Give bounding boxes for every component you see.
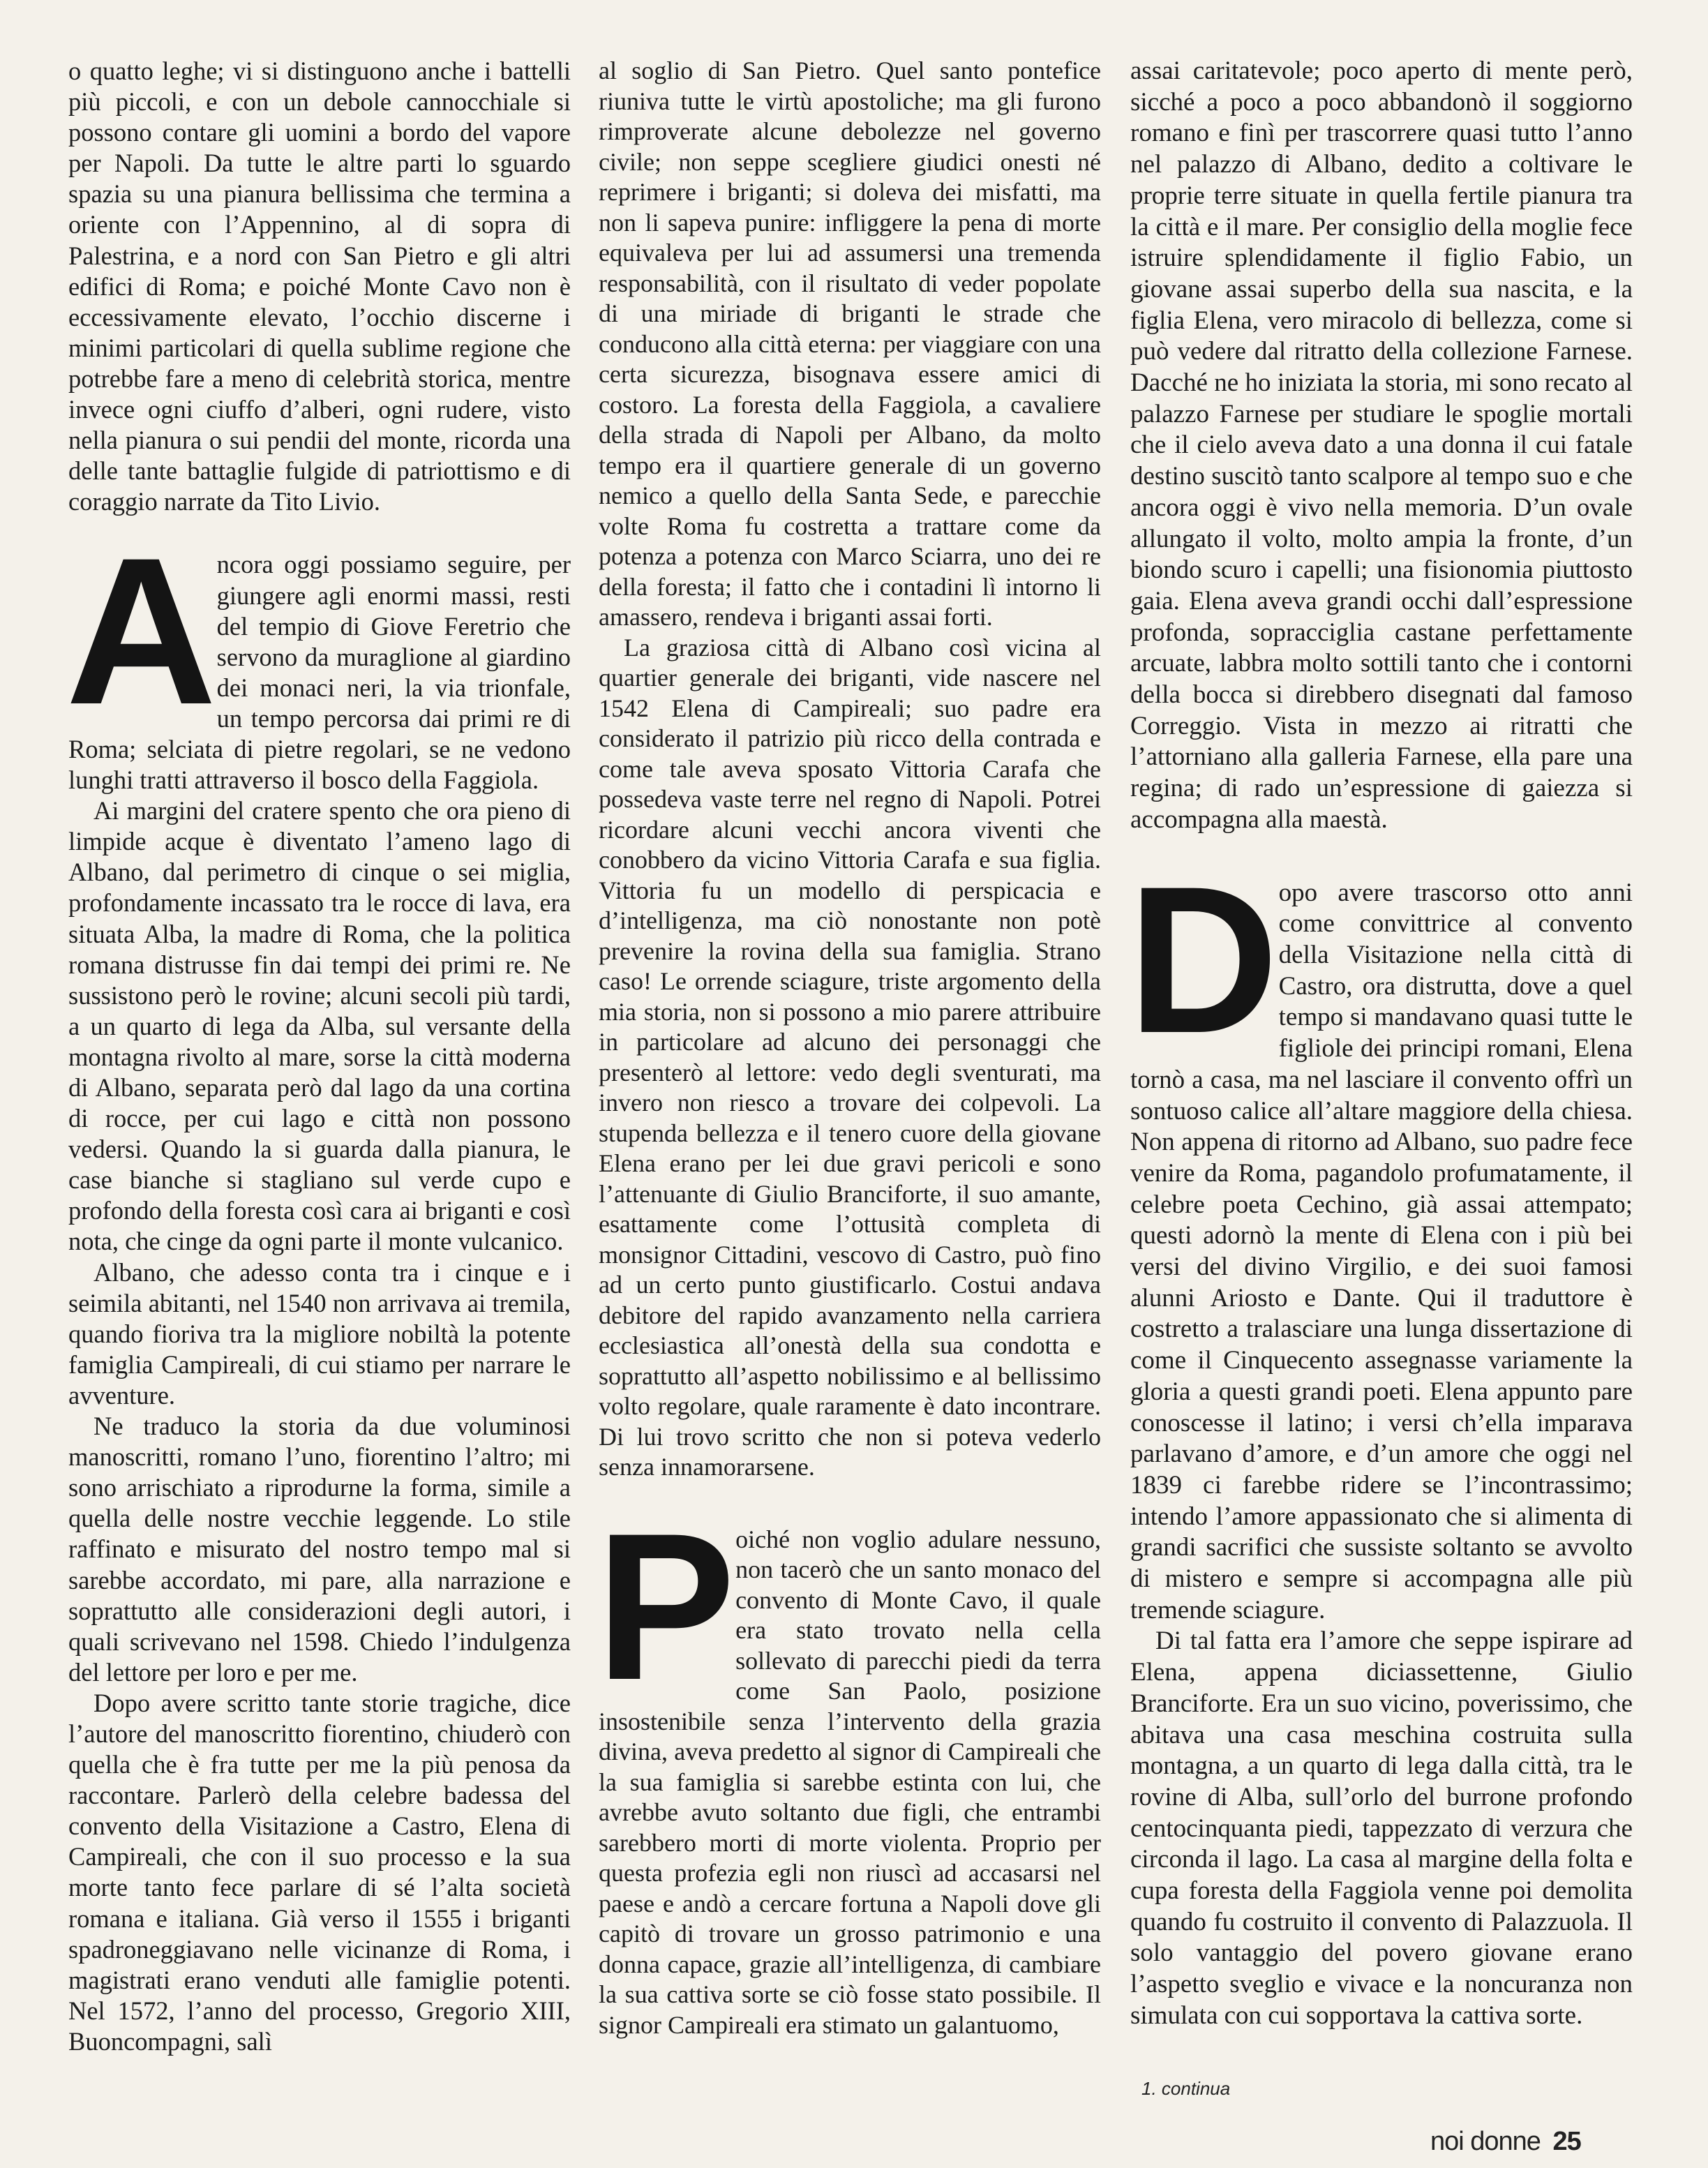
paragraph: o quatto leghe; vi si distinguono anche i battelli più piccoli, e con un debole cannocchiale si possono contare gli uomini a bordo del vapore per Napoli. Da tutte le altre parti lo sguardo spazia su una pianura bellissima che termina a oriente con l’Appennino, al di sopra di Palestrina, e a nord con San Pietro e gli altri edifici di Roma; e poiché Monte Cavo non è eccessivamente elevato, l’occhio discerne i minimi particolari di quella sublime regione che potrebbe fare a meno di celebrità storica, mentre invece ogni ciuffo d’alberi, ogni rudere, visto nella pianura o sui pendii del monte, ricorda una delle tante battaglie fulgide di patriottismo e di coraggio narrate da Tito Livio. xyxy=(68,57,571,516)
page-number: 25 xyxy=(1552,2127,1581,2156)
drop-cap-letter: A xyxy=(66,514,217,749)
page-footer xyxy=(1430,2127,1581,2157)
dropcap-paragraph xyxy=(596,1488,1101,2041)
paragraph: al soglio di San Pietro. Quel santo pontefice riuniva tutte le virtù apostoliche; ma gli furono rimproverate alcune debolezze nel governo civile; non seppe scegliere giudici onesti né reprimere i briganti; si doleva dei misfatti, ma non li sapeva punire: infliggere la pena di morte equivaleva per lui ad assumersi una tremenda responsabilità, con il risultato di veder popolate di una miriade di briganti le strade che conducono alla città eterna: per viaggiare con una certa sicurezza, bisognava essere amici di costoro. La foresta della Faggiola, a cavaliere della strada di Napoli per Albano, da molto tempo era il quartiere generale di un governo nemico a quello della Santa Sede, e parecchie volte Roma fu costretta a trattare come da potenza a potenza con Marco Sciarra, uno dei re della foresta; il fatto che i contadini lì intorno li amassero, rendeva i briganti assai forti. xyxy=(599,57,1101,631)
paragraph: Di tal fatta era l’amore che seppe ispirare ad Elena, appena diciassettenne, Giulio Branciforte. Era un suo vicino, poverissimo, che abitava una casa meschina costruita sulla montagna, a un quarto di lega dalla città, tra le rovine di Alba, sull’orlo del burrone profondo centocinquanta piedi, tappezzato di verzura che circonda il lago. La casa al margine della folta e cupa foresta della Faggiola venne poi demolita quando fu costruito il convento di Palazzuola. Il solo vantaggio del povero giovane erano l’aspetto sveglio e vivace e la noncuranza non simulata con cui sopportava la cattiva sorte. xyxy=(1130,1627,1633,2030)
paragraph: Dopo avere trascorso otto anni come convittrice al convento della Visitazione nella città di Castro, ora distrutta, dove a quel tempo si mandavano quasi tutte le figliole dei principi romani, Elena tornò a casa, ma nel lasciare il convento offrì un sontuoso calice all’altare maggiore della chiesa. Non appena di ritorno ad Albano, suo padre fece venire da Roma, pagandolo profumatamente, il celebre poeta Cechino, già assai attempato; questi adornò la mente di Elena con i più bei versi del divino Virgilio, e dei suoi famosi alunni Ariosto e Dante. Qui il traduttore è costretto a tralasciare una lunga dissertazione di come il Cinquecento assegnasse variamente la gloria a questi grandi poeti. Elena appunto pare conoscesse il latino; i versi ch’ella imparava parlavano d’amore, e d’un amore che oggi nel 1839 ci farebbe ridere se l’incontrassimo; intendo l’amore appassionato che si alimenta di grandi sacrifici che sussiste soltanto se avvolto di mistero e sempre si accompagna alle più tremende sciagure. xyxy=(1128,842,1633,1624)
text-column-3 xyxy=(1130,56,1633,2032)
continued-note: 1. continua xyxy=(1141,2078,1231,2099)
dropcap-paragraph xyxy=(66,514,571,795)
paragraph: Dopo avere scritto tante storie tragiche, dice l’autore del manoscritto fiorentino, chiuderò con quella che è fra tutte per me la più penosa da raccontare. Parlerò della celebre badessa del convento della Visitazione a Castro, Elena di Campireali, che con il suo processo e la sua morte tanto fece parlare di sé l’alta società romana e italiana. Già verso il 1555 i briganti spadroneggiavano nelle vicinanze di Roma, i magistrati erano venduti alle famiglie potenti. Nel 1572, l’anno del processo, Gregorio XIII, Buoncompagni, salì xyxy=(68,1688,571,2056)
text-column-2 xyxy=(596,56,1101,2040)
drop-cap-letter: P xyxy=(596,1488,736,1724)
text-column-1 xyxy=(68,56,571,2057)
paragraph: Ancora oggi possiamo seguire, per giungere agli enormi massi, resti del tempio di Giove Feretrio che servono da muraglione al giardino dei monaci neri, la via trionfale, un tempo percorsa dai primi re di Roma; selciata di pietre regolari, se ne vedono lunghi tratti attraverso il bosco della Faggiola. xyxy=(66,514,571,795)
paragraph: Albano, che adesso conta tra i cinque e i seimila abitanti, nel 1540 non arrivava ai tremila, quando fioriva tra la migliore nobiltà la potente famiglia Campireali, di cui stiamo per narrare le avventure. xyxy=(68,1257,571,1410)
paragraph: assai caritatevole; poco aperto di mente però, sicché a poco a poco abbandonò il soggiorno romano e finì per trascorrere quasi tutto l’anno nel palazzo di Albano, dedito a coltivare le proprie terre situate in quella fertile pianura tra la città e il mare. Per consiglio della moglie fece istruire splendidamente il figlio Fabio, un giovane assai superbo della sua nascita, e la figlia Elena, vero miracolo di bellezza, come si può vedere dal ritratto della collezione Farnese. Dacché ne ho iniziata la storia, mi sono recato al palazzo Farnese per studiare le spoglie mortali che il cielo aveva dato a una donna il cui fatale destino suscitò tanto scalpore al tempo suo e che ancora oggi è vivo nella memoria. D’un ovale allungato il volto, molto ampia la fronte, d’un biondo scuro i capelli; una fisionomia piuttosto gaia. Elena aveva grandi occhi dall’espressione profonda, sopracciglia castane perfettamente arcuate, labbra molto sottili tanto che i contorni della bocca si direbbero disegnati dal famoso Correggio. Vista in mezzo ai ritratti che l’attorniano alla galleria Farnese, ella pare una regina; di rado un’espressione di gaiezza si accompagna alla maestà. xyxy=(1130,57,1633,834)
drop-cap-letter: D xyxy=(1128,842,1279,1077)
paragraph: Poiché non voglio adulare nessuno, non tacerò che un santo monaco del convento di Monte Cavo, il quale era stato trovato nella cella sollevato di parecchi piedi da terra come San Paolo, posizione insostenibile senza l’intervento della grazia divina, aveva predetto al signor di Campireali che la sua famiglia si sarebbe estinta con lui, che avrebbe avuto soltanto due figli, che entrambi sarebbero morti di morte violenta. Proprio per questa profezia egli non riuscì ad accasarsi nel paese e andò a cercare fortuna a Napoli dove gli capitò di trovare un grosso patrimonio e una donna capace, grazie all’intelligenza, di cambiare la sua cattiva sorte se ciò fosse stato possibile. Il signor Campireali era stimato un galantuomo, xyxy=(596,1488,1101,2039)
dropcap-paragraph xyxy=(1128,842,1633,1627)
paragraph: La graziosa città di Albano così vicina al quartier generale dei briganti, vide nascere nel 1542 Elena di Campireali; suo padre era considerato il patrizio più ricco della contrada e come tale aveva sposato Vittoria Carafa che possedeva vaste terre nel regno di Napoli. Potrei ricordare alcuni vecchi ancora viventi che conobbero da vicino Vittoria Carafa e sua figlia. Vittoria fu un modello di perspicacia e d’intelligenza, ma ciò nonostante non potè prevenire la rovina della sua famiglia. Strano caso! Le orrende sciagure, triste argomento della mia storia, non si possono a mio parere attribuire in particolare ad alcuno dei personaggi che presenterò al lettore: vedo degli sventurati, ma invero non riesco a trovare dei colpevoli. La stupenda bellezza e il tenero cuore della giovane Elena erano per lei due gravi pericoli e sono l’attenuante di Giulio Branciforte, il suo amante, esattamente come l’ottusità completa di monsignor Cittadini, vescovo di Castro, può fino ad un certo punto giustificarlo. Costui andava debitore del rapido avanzamento nella carriera ecclesiastica all’onestà della sua condotta e soprattutto all’aspetto nobilissimo e al bellissimo volto regolare, quale raramente è dato incontrare. Di lui trovo scritto che non si poteva vederlo senza innamorarsene. xyxy=(599,633,1101,1481)
magazine-name: noi donne xyxy=(1430,2127,1541,2156)
paragraph: Ai margini del cratere spento che ora pieno di limpide acque è diventato l’ameno lago di Albano, dal perimetro di cinque o sei miglia, profondamente incassato tra le rocce di lava, era situata Alba, la madre di Roma, che la politica romana distrusse fin dai tempi dei primi re. Ne sussistono però le rovine; alcuni secoli più tardi, a un quarto di lega da Alba, sul versante della montagna rivolto al mare, sorse la città moderna di Albano, separata però dal lago da una cortina di rocce, per cui lago e città non possono vedersi. Quando la si guarda dalla pianura, le case bianche si stagliano sul verde cupo e profondo della foresta così cara ai briganti e così nota, che cinge da ogni parte il monte vulcanico. xyxy=(68,796,571,1256)
paragraph: Ne traduco la storia da due voluminosi manoscritti, romano l’uno, fiorentino l’altro; mi sono arrischiato a riprodurne la forma, simile a quella delle nostre vecchie leggende. Lo stile raffinato e misurato del nostro tempo mal si sarebbe accordato, mi pare, alla narrazione e soprattutto alle considerazioni degli autori, i quali scrivevano nel 1598. Chiedo l’indulgenza del lettore per loro e per me. xyxy=(68,1412,571,1687)
